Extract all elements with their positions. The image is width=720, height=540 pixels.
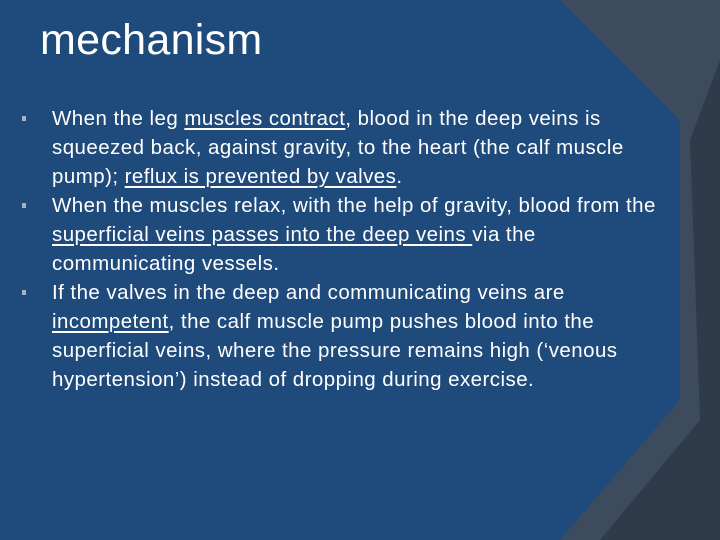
bullet-text: , blood in the deep veins is squeezed back, against gravity, to the heart (the calf muscle pump);	[52, 107, 624, 188]
bullet-text: When the muscles relax, with the help of gravity, blood from the	[52, 194, 656, 217]
bullet-text: .	[396, 165, 403, 188]
bullet-item	[22, 191, 672, 278]
bullet-text: When the leg	[52, 107, 185, 130]
square-bullet-icon	[22, 290, 26, 295]
square-bullet-icon	[22, 203, 26, 208]
underlined-text: muscles contract	[184, 107, 346, 130]
bullet-text: via the communicating vessels.	[52, 223, 536, 275]
bullet-item	[22, 278, 672, 394]
bullet-item	[22, 104, 672, 191]
underlined-text: superficial veins passes into the deep veins	[52, 223, 473, 246]
underlined-text: reflux is prevented by valves	[124, 165, 397, 188]
bullet-list	[22, 104, 672, 394]
underlined-text: incompetent	[52, 310, 169, 333]
slide-title: mechanism	[40, 16, 263, 64]
square-bullet-icon	[22, 116, 26, 121]
bullet-text: If the valves in the deep and communicating veins are	[52, 281, 565, 304]
bullet-text: , the calf muscle pump pushes blood into the superficial veins, where the pressure remains high (‘venous hypertension’) instead of dropping during exercise.	[52, 310, 618, 391]
